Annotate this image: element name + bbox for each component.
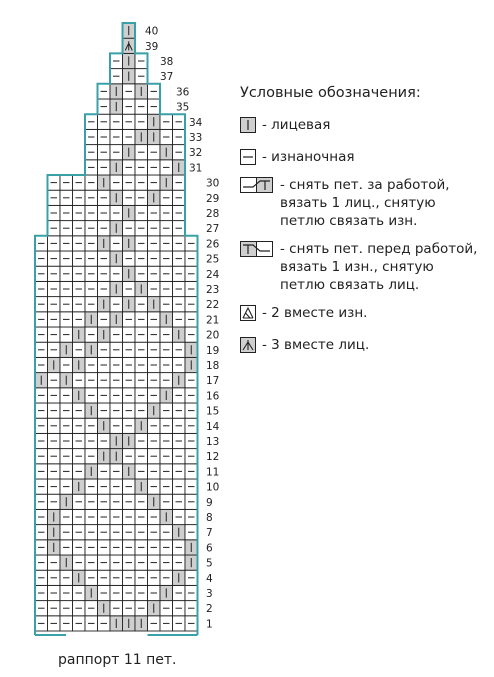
row-label: 10 <box>206 481 220 494</box>
row-label: 20 <box>206 329 220 342</box>
row-label: 25 <box>206 253 220 266</box>
row-label: 7 <box>206 527 213 540</box>
row-label: 11 <box>206 466 220 479</box>
row-label: 24 <box>206 268 220 281</box>
row-label: 17 <box>206 375 220 388</box>
legend-text-k3tog: - 3 вместе лиц. <box>262 337 370 353</box>
row-label: 31 <box>189 162 203 175</box>
row-label: 2 <box>206 603 213 616</box>
row-label: 12 <box>206 451 220 464</box>
row-label: 16 <box>206 390 220 403</box>
row-label: 37 <box>160 71 174 84</box>
row-label: 8 <box>206 512 213 524</box>
legend-text-p2tog: - 2 вместе изн. <box>262 305 368 321</box>
row-label: 34 <box>189 116 203 129</box>
legend-item-p2tog <box>240 304 367 322</box>
row-label: 35 <box>176 101 190 114</box>
legend-text-knit: - лицевая <box>262 117 331 133</box>
repeat-label: раппорт 11 пет. <box>58 652 177 668</box>
row-label: 5 <box>206 557 213 570</box>
legend-title: Условные обозначения: <box>240 85 421 101</box>
row-label: 33 <box>189 132 203 144</box>
row-label: 30 <box>206 177 220 190</box>
legend-item-cross-right <box>240 240 477 294</box>
cross-right-icon <box>240 241 274 257</box>
row-label: 21 <box>206 314 220 327</box>
row-label: 9 <box>206 496 213 509</box>
row-label: 1 <box>206 618 213 631</box>
row-label: 27 <box>206 223 220 236</box>
legend-item-knit <box>240 116 330 134</box>
legend-item-cross-left <box>240 176 450 230</box>
row-label: 36 <box>176 86 190 99</box>
row-label: 22 <box>206 299 220 312</box>
p2tog-icon <box>240 305 256 321</box>
row-label: 18 <box>206 360 220 372</box>
row-label: 40 <box>145 25 159 38</box>
legend-text-purl: - изнаночная <box>262 149 355 165</box>
row-label: 15 <box>206 405 220 418</box>
row-label: 14 <box>206 420 220 433</box>
row-label: 3 <box>206 588 213 600</box>
row-label: 4 <box>206 572 213 585</box>
row-label: 39 <box>145 40 159 53</box>
row-label: 26 <box>206 238 220 251</box>
row-label: 13 <box>206 436 220 448</box>
row-label: 6 <box>206 542 213 555</box>
row-label: 23 <box>206 284 220 296</box>
legend-item-purl <box>240 148 355 166</box>
legend-item-k3tog <box>240 336 369 354</box>
row-label: 32 <box>189 147 203 160</box>
legend-text-cross-right: - снять пет. перед работой, вязать 1 изн., снятую петлю связать лиц. <box>280 241 478 293</box>
k3tog-icon <box>240 337 256 353</box>
legend-text-cross-left: - снять пет. за работой, вязать 1 лиц., снятую петлю связать изн. <box>280 177 450 229</box>
row-label: 19 <box>206 344 220 357</box>
row-label: 28 <box>206 208 220 220</box>
row-label: 38 <box>160 56 174 68</box>
purl-stitch-icon <box>240 149 256 165</box>
knit-stitch-icon <box>240 117 256 133</box>
cross-left-icon <box>240 177 274 193</box>
row-label: 29 <box>206 192 220 205</box>
knitting-chart <box>0 0 230 677</box>
